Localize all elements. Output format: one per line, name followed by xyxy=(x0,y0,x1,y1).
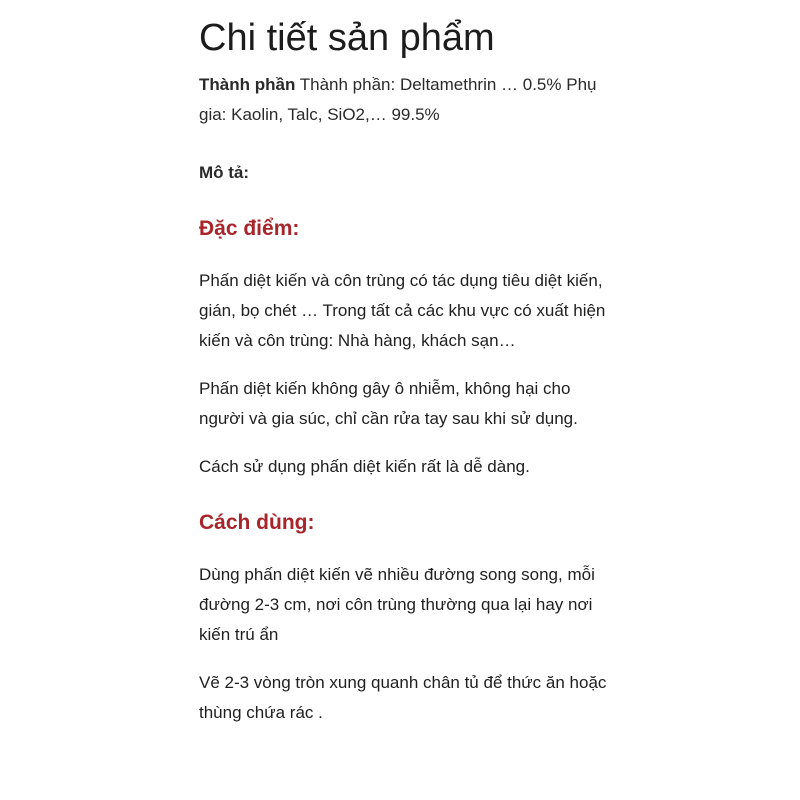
product-details xyxy=(199,14,609,728)
features-paragraph-1: Phấn diệt kiến và côn trùng có tác dụng tiêu diệt kiến, gián, bọ chét … Trong tất cả các khu vực có xuất hiện kiến và côn trùng: Nhà hàng, khách sạn… xyxy=(199,271,606,350)
ingredients-text: Thành phần: Deltamethrin … 0.5% Phụ gia: Kaolin, Talc, SiO2,… 99.5% xyxy=(199,75,597,124)
ingredients-label: Thành phần xyxy=(199,75,296,94)
features-heading: Đặc điểm: xyxy=(199,217,300,240)
usage-paragraph-2: Vẽ 2-3 vòng tròn xung quanh chân tủ để thức ăn hoặc thùng chứa rác . xyxy=(199,673,607,722)
page-title: Chi tiết sản phẩm xyxy=(199,17,495,59)
features-paragraph-2: Phấn diệt kiến không gây ô nhiễm, không hại cho người và gia súc, chỉ cần rửa tay sau khi sử dụng. xyxy=(199,379,578,428)
usage-heading: Cách dùng: xyxy=(199,511,315,534)
description-label: Mô tả: xyxy=(199,163,250,182)
ingredients xyxy=(199,70,609,130)
usage-paragraph-1: Dùng phấn diệt kiến vẽ nhiều đường song song, mỗi đường 2-3 cm, nơi côn trùng thường qua lại hay nơi kiến trú ẩn xyxy=(199,565,595,644)
features-paragraph-3: Cách sử dụng phấn diệt kiến rất là dễ dàng. xyxy=(199,457,530,476)
